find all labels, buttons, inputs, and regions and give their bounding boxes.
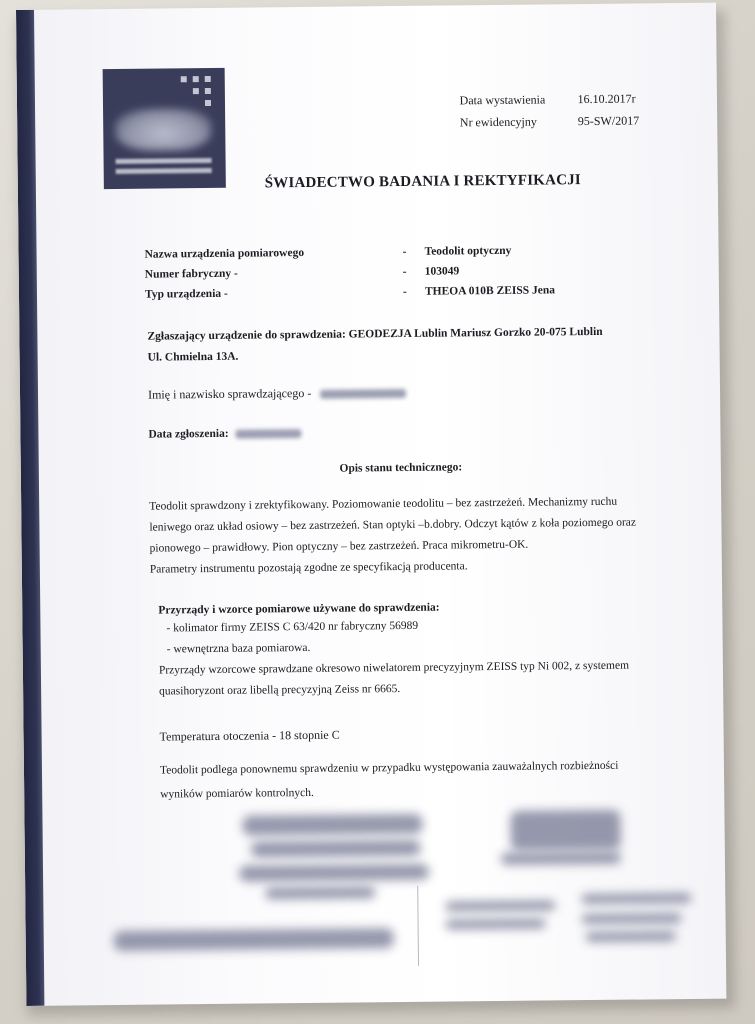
applicant-address: Ul. Chmielna 13A. [147,350,239,364]
logo-square [181,76,187,82]
instruments-block [158,613,653,702]
device-field-row [145,280,555,304]
redacted-signature [510,810,620,851]
logo-square [205,88,211,94]
redacted-footer-line [445,900,555,911]
submission-date-row [148,423,301,446]
redacted-footer-line [446,919,546,930]
temperature-line: Temperatura otoczenia - 18 stopnie C [159,727,340,744]
applicant-line: Zgłaszający urządzenie do sprawdzenia: GEODEZJA Lublin Mariusz Gorzko 20-075 Lublin [147,325,603,343]
device-fields [144,240,555,304]
redacted-stamp-line [242,814,422,836]
footer-divider [417,886,419,966]
technical-line: leniwego oraz układ osiowy – bez zastrzeżeń. Stan optyki –b.dobry. Odczyt kątów z koła poziomego oraz [149,516,637,534]
device-name-value: Teodolit optyczny [424,244,512,258]
logo-square [193,88,199,94]
technical-line: Teodolit sprawdzony i zrektyfikowany. Poziomowanie teodolitu – bez zastrzeżeń. Mechanizmy ruchu [149,495,618,513]
redacted-footer-line [114,928,394,951]
technical-line: Parametry instrumentu pozostają zgodne ze specyfikacją producenta. [149,560,468,576]
inspector-label: Imię i nazwisko sprawdzającego - [147,385,312,402]
submission-date-label: Data zgłoszenia: [148,427,229,441]
device-field-row [144,240,554,264]
device-type-label: Typ urządzenia - [144,287,228,301]
technical-description [149,491,642,580]
instrument-note-line: quasihoryzont oraz libellą precyzyjną Zeiss nr 6665. [159,683,401,698]
logo-stripe [116,158,212,164]
inspector-row [148,382,406,406]
logo-square [193,76,199,82]
redacted-submission-date [235,429,301,439]
redacted-footer-line [586,931,676,942]
logo-emblem [115,108,211,151]
device-type-value: THEOA 010B ZEISS Jena [424,284,556,298]
technical-line: pionowego – prawidłowy. Pion optyczny – bez zastrzeżeń. Praca mikrometru-OK. [149,538,529,555]
field-dash: - [402,245,407,258]
issue-date-row [460,87,640,111]
document-title: ŚWIADECTWO BADANIA I REKTYFIKACJI [264,172,582,192]
logo-square [205,100,211,106]
serial-number-label: Numer fabryczny - [144,267,238,281]
redacted-signature-line [501,852,621,865]
serial-number-value: 103049 [424,265,460,278]
record-number-row [460,109,640,133]
instrument-item: - kolimator firmy ZEISS C 63/420 nr fabryczny 56989 [166,619,419,635]
redacted-footer-line [581,893,691,904]
record-number-value: 95-SW/2017 [577,113,640,129]
field-dash: - [402,285,407,298]
instrument-note-line: Przyrządy wzorcowe sprawdzane okresowo niwelatorem precyzyjnym ZEISS typ Ni 002, z systemem [158,659,630,677]
document-meta [460,87,640,133]
certificate-page [16,3,726,1006]
final-note-line: wyników pomiarów kontrolnych. [160,786,314,801]
logo-square [205,76,211,82]
redacted-stamp-line [265,886,375,899]
device-name-label: Nazwa urządzenia pomiarowego [144,246,305,261]
issue-date-label: Data wystawienia [459,92,546,108]
technical-heading: Opis stanu technicznego: [339,461,463,475]
issue-date-value: 16.10.2017r [577,91,636,107]
instrument-item: - wewnętrzna baza pomiarowa. [166,641,311,656]
instruments-heading: Przyrządy i wzorce pomiarowe używane do sprawdzenia: [158,601,440,617]
redacted-stamp-line [239,864,429,882]
redacted-footer-line [581,913,681,924]
logo-stripe [116,168,212,174]
final-note [160,753,660,806]
record-number-label: Nr ewidencyjny [459,114,537,130]
redacted-inspector-name [320,389,406,399]
field-dash: - [402,265,407,278]
company-logo [103,68,226,189]
redacted-stamp-line [251,840,421,858]
final-note-line: Teodolit podlega ponownemu sprawdzeniu w przypadku występowania zauważalnych rozbieżności [159,759,619,777]
applicant-block [147,322,607,369]
